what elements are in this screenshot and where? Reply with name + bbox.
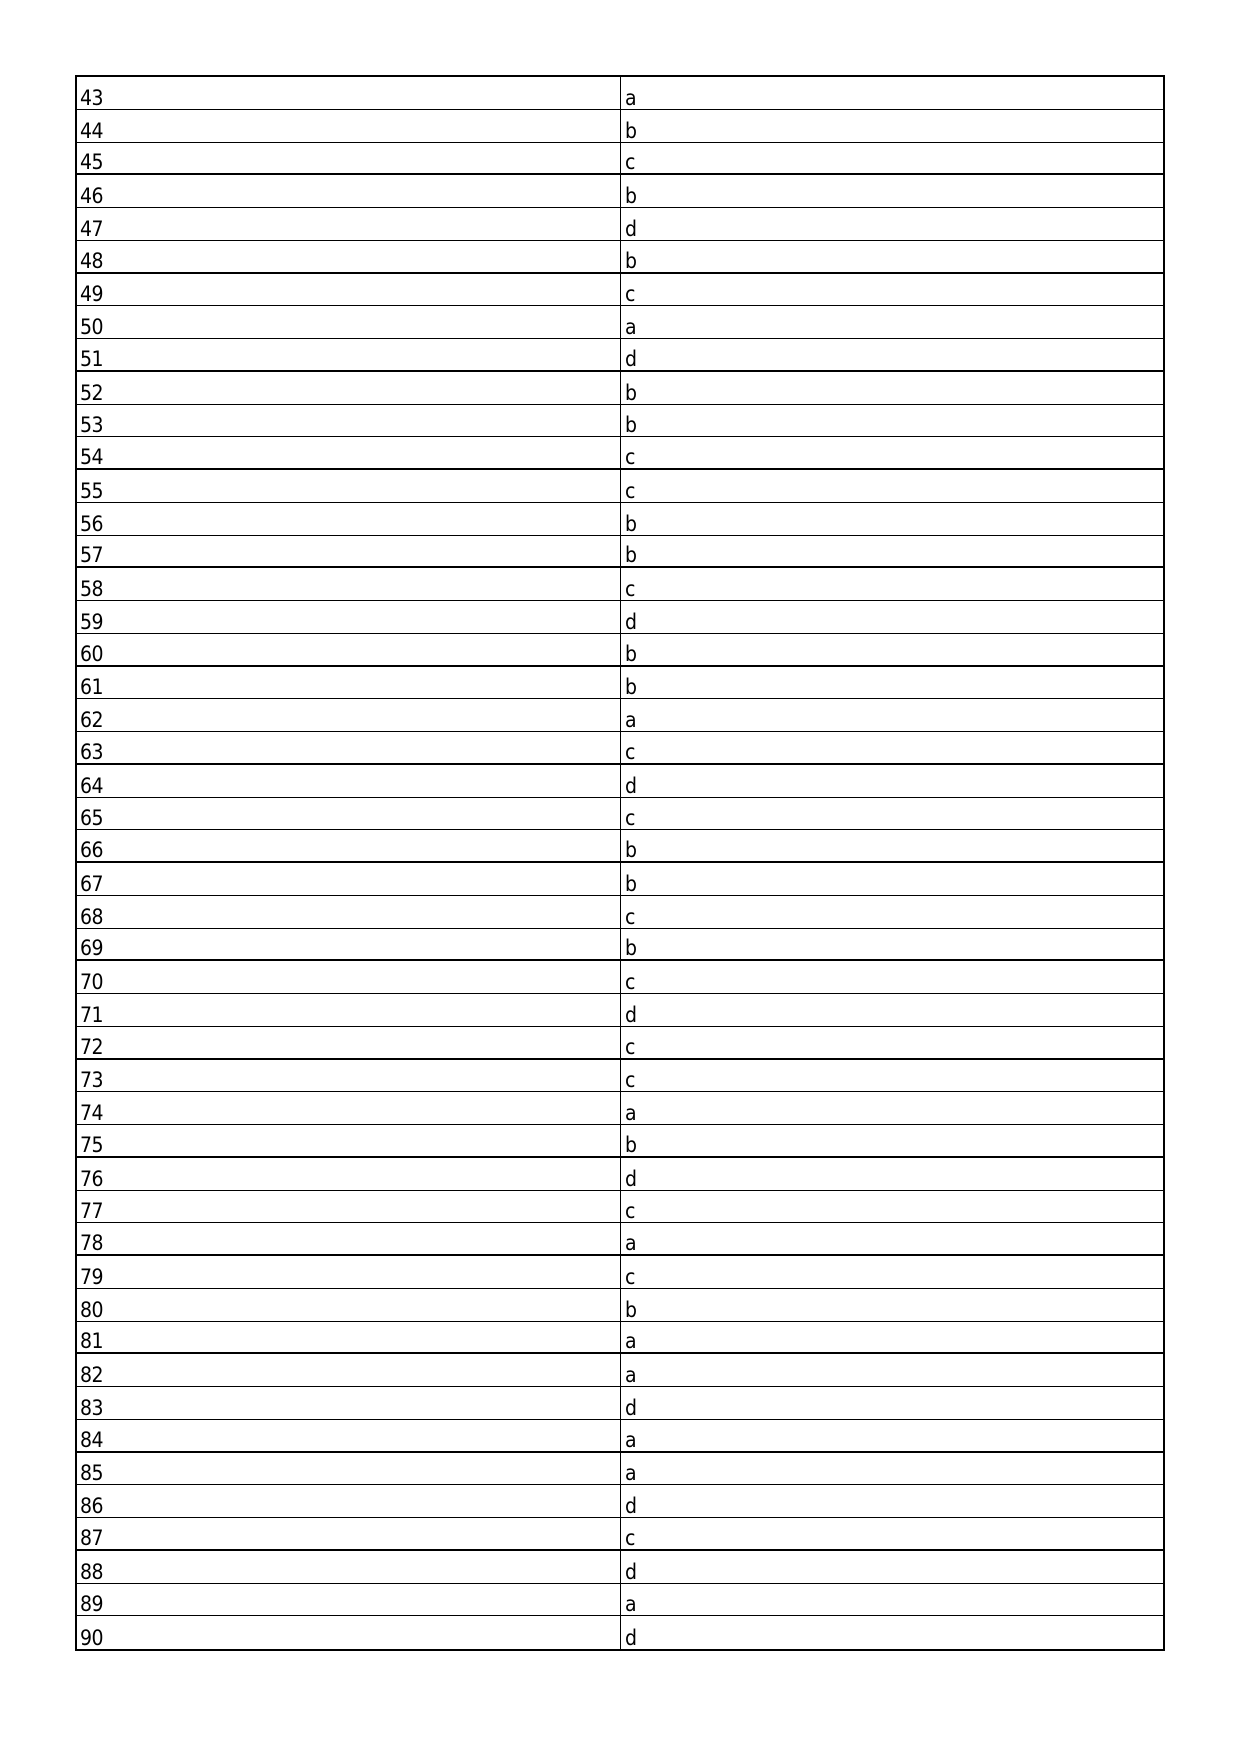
question-number-cell: 78 (77, 1223, 621, 1254)
answer-cell: a (625, 1427, 637, 1452)
table-row (77, 634, 1163, 667)
answer-cell: b (625, 380, 637, 405)
question-number-cell: 60 (77, 634, 621, 665)
question-number-cell: 66 (77, 830, 621, 861)
answer-cell: c (625, 150, 635, 175)
table-row (77, 1485, 1163, 1518)
question-number-cell: 90 (77, 1616, 621, 1649)
question-number-cell: 81 (77, 1322, 621, 1353)
table-row (77, 1223, 1163, 1256)
question-number-cell: 74 (77, 1092, 621, 1124)
question-number-cell: 64 (77, 765, 621, 797)
question-number-cell: 88 (77, 1551, 621, 1583)
question-number-cell: 85 (77, 1453, 621, 1485)
question-number-cell: 70 (77, 961, 621, 993)
table-row (77, 765, 1163, 798)
answer-table (75, 75, 1165, 1651)
answer-cell: c (625, 577, 635, 601)
question-number-cell: 65 (77, 798, 621, 830)
table-row (77, 1354, 1163, 1387)
answer-cell: c (625, 1525, 635, 1550)
table-row (77, 437, 1163, 470)
answer-cell: b (625, 413, 637, 438)
table-row (77, 798, 1163, 831)
question-number-cell: 43 (77, 77, 621, 109)
table-row (77, 1289, 1163, 1322)
answer-cell: b (625, 1297, 637, 1322)
question-number-cell: 79 (77, 1256, 621, 1288)
question-number-cell: 57 (77, 536, 621, 567)
answer-cell: c (625, 970, 635, 994)
table-row (77, 175, 1163, 208)
answer-cell: b (625, 838, 637, 862)
answer-cell: d (625, 1166, 637, 1191)
answer-cell: b (625, 871, 637, 896)
answer-cell: b (625, 641, 637, 666)
question-number-cell: 87 (77, 1518, 621, 1549)
answer-cell: c (625, 445, 635, 469)
answer-cell: d (625, 216, 637, 241)
table-row (77, 994, 1163, 1027)
answer-cell: b (625, 184, 637, 208)
question-number-cell: 63 (77, 732, 621, 763)
answer-cell: b (625, 511, 637, 536)
question-number-cell: 86 (77, 1485, 621, 1517)
answer-cell: c (625, 1264, 635, 1289)
table-row (77, 241, 1163, 274)
answer-cell: a (625, 1231, 637, 1255)
answer-cell: c (625, 904, 635, 929)
question-number-cell: 83 (77, 1387, 621, 1419)
table-row (77, 896, 1163, 929)
answer-cell: c (625, 282, 635, 307)
question-number-cell: 68 (77, 896, 621, 928)
question-number-cell: 62 (77, 699, 621, 731)
answer-cell: d (625, 346, 637, 371)
answer-cell: a (625, 315, 637, 339)
answer-cell: b (625, 936, 637, 961)
question-number-cell: 77 (77, 1191, 621, 1223)
table-row (77, 732, 1163, 765)
table-row (77, 208, 1163, 241)
answer-cell: b (625, 1132, 637, 1157)
table-row (77, 699, 1163, 732)
table-row (77, 372, 1163, 405)
question-number-cell: 45 (77, 143, 621, 174)
table-row (77, 1158, 1163, 1191)
question-number-cell: 72 (77, 1027, 621, 1058)
answer-cell: b (625, 118, 637, 143)
answer-cell: c (625, 806, 635, 831)
table-row (77, 1191, 1163, 1224)
question-number-cell: 51 (77, 339, 621, 370)
table-row (77, 536, 1163, 569)
table-row (77, 1453, 1163, 1486)
table-row (77, 601, 1163, 634)
table-row (77, 110, 1163, 143)
question-number-cell: 80 (77, 1289, 621, 1321)
answer-cell: a (625, 85, 637, 110)
answer-cell: c (625, 739, 635, 764)
question-number-cell: 53 (77, 405, 621, 437)
answer-cell: c (625, 478, 635, 503)
table-row (77, 568, 1163, 601)
answer-cell: a (625, 1101, 637, 1125)
question-number-cell: 46 (77, 175, 621, 207)
answer-cell: b (625, 543, 637, 568)
table-row (77, 339, 1163, 372)
answer-cell: a (625, 1592, 637, 1617)
question-number-cell: 61 (77, 667, 621, 699)
table-row (77, 667, 1163, 700)
question-number-cell: 55 (77, 470, 621, 502)
table-row (77, 143, 1163, 176)
question-number-cell: 71 (77, 994, 621, 1026)
answer-cell: d (625, 773, 637, 798)
table-row (77, 1387, 1163, 1420)
question-number-cell: 59 (77, 601, 621, 633)
question-number-cell: 84 (77, 1420, 621, 1451)
question-number-cell: 76 (77, 1158, 621, 1190)
table-row (77, 830, 1163, 863)
answer-cell: a (625, 1461, 637, 1486)
answer-cell: c (625, 1199, 635, 1224)
answer-cell: a (625, 708, 637, 732)
table-row (77, 503, 1163, 536)
answer-cell: c (625, 1068, 635, 1093)
table-row (77, 863, 1163, 896)
answer-cell: b (625, 248, 637, 273)
question-number-cell: 48 (77, 241, 621, 272)
answer-cell: d (625, 1626, 637, 1650)
answer-cell: a (625, 1329, 637, 1354)
table-row (77, 1060, 1163, 1093)
answer-cell: b (625, 675, 637, 700)
question-number-cell: 69 (77, 929, 621, 960)
table-row (77, 1551, 1163, 1584)
table-row (77, 306, 1163, 339)
table-row (77, 1420, 1163, 1453)
question-number-cell: 73 (77, 1060, 621, 1092)
table-row (77, 274, 1163, 307)
answer-cell: d (625, 1494, 637, 1518)
table-row (77, 961, 1163, 994)
question-number-cell: 58 (77, 568, 621, 600)
answer-cell: d (625, 609, 637, 634)
table-row (77, 1584, 1163, 1617)
answer-cell: d (625, 1002, 637, 1027)
table-row (77, 405, 1163, 438)
question-number-cell: 52 (77, 372, 621, 404)
table-row (77, 1092, 1163, 1125)
question-number-cell: 56 (77, 503, 621, 535)
answer-cell: c (625, 1034, 635, 1059)
question-number-cell: 67 (77, 863, 621, 895)
question-number-cell: 50 (77, 306, 621, 338)
table-row (77, 1322, 1163, 1355)
question-number-cell: 75 (77, 1125, 621, 1156)
table-row (77, 1256, 1163, 1289)
table-row (77, 470, 1163, 503)
question-number-cell: 49 (77, 274, 621, 306)
question-number-cell: 47 (77, 208, 621, 240)
table-row (77, 1027, 1163, 1060)
table-row (77, 77, 1163, 110)
answer-cell: d (625, 1395, 637, 1420)
table-row (77, 1125, 1163, 1158)
table-row (77, 1518, 1163, 1551)
question-number-cell: 54 (77, 437, 621, 468)
question-number-cell: 44 (77, 110, 621, 142)
table-row (77, 1616, 1163, 1649)
answer-cell: d (625, 1559, 637, 1584)
question-number-cell: 89 (77, 1584, 621, 1616)
question-number-cell: 82 (77, 1354, 621, 1386)
table-row (77, 929, 1163, 962)
answer-cell: a (625, 1363, 637, 1387)
